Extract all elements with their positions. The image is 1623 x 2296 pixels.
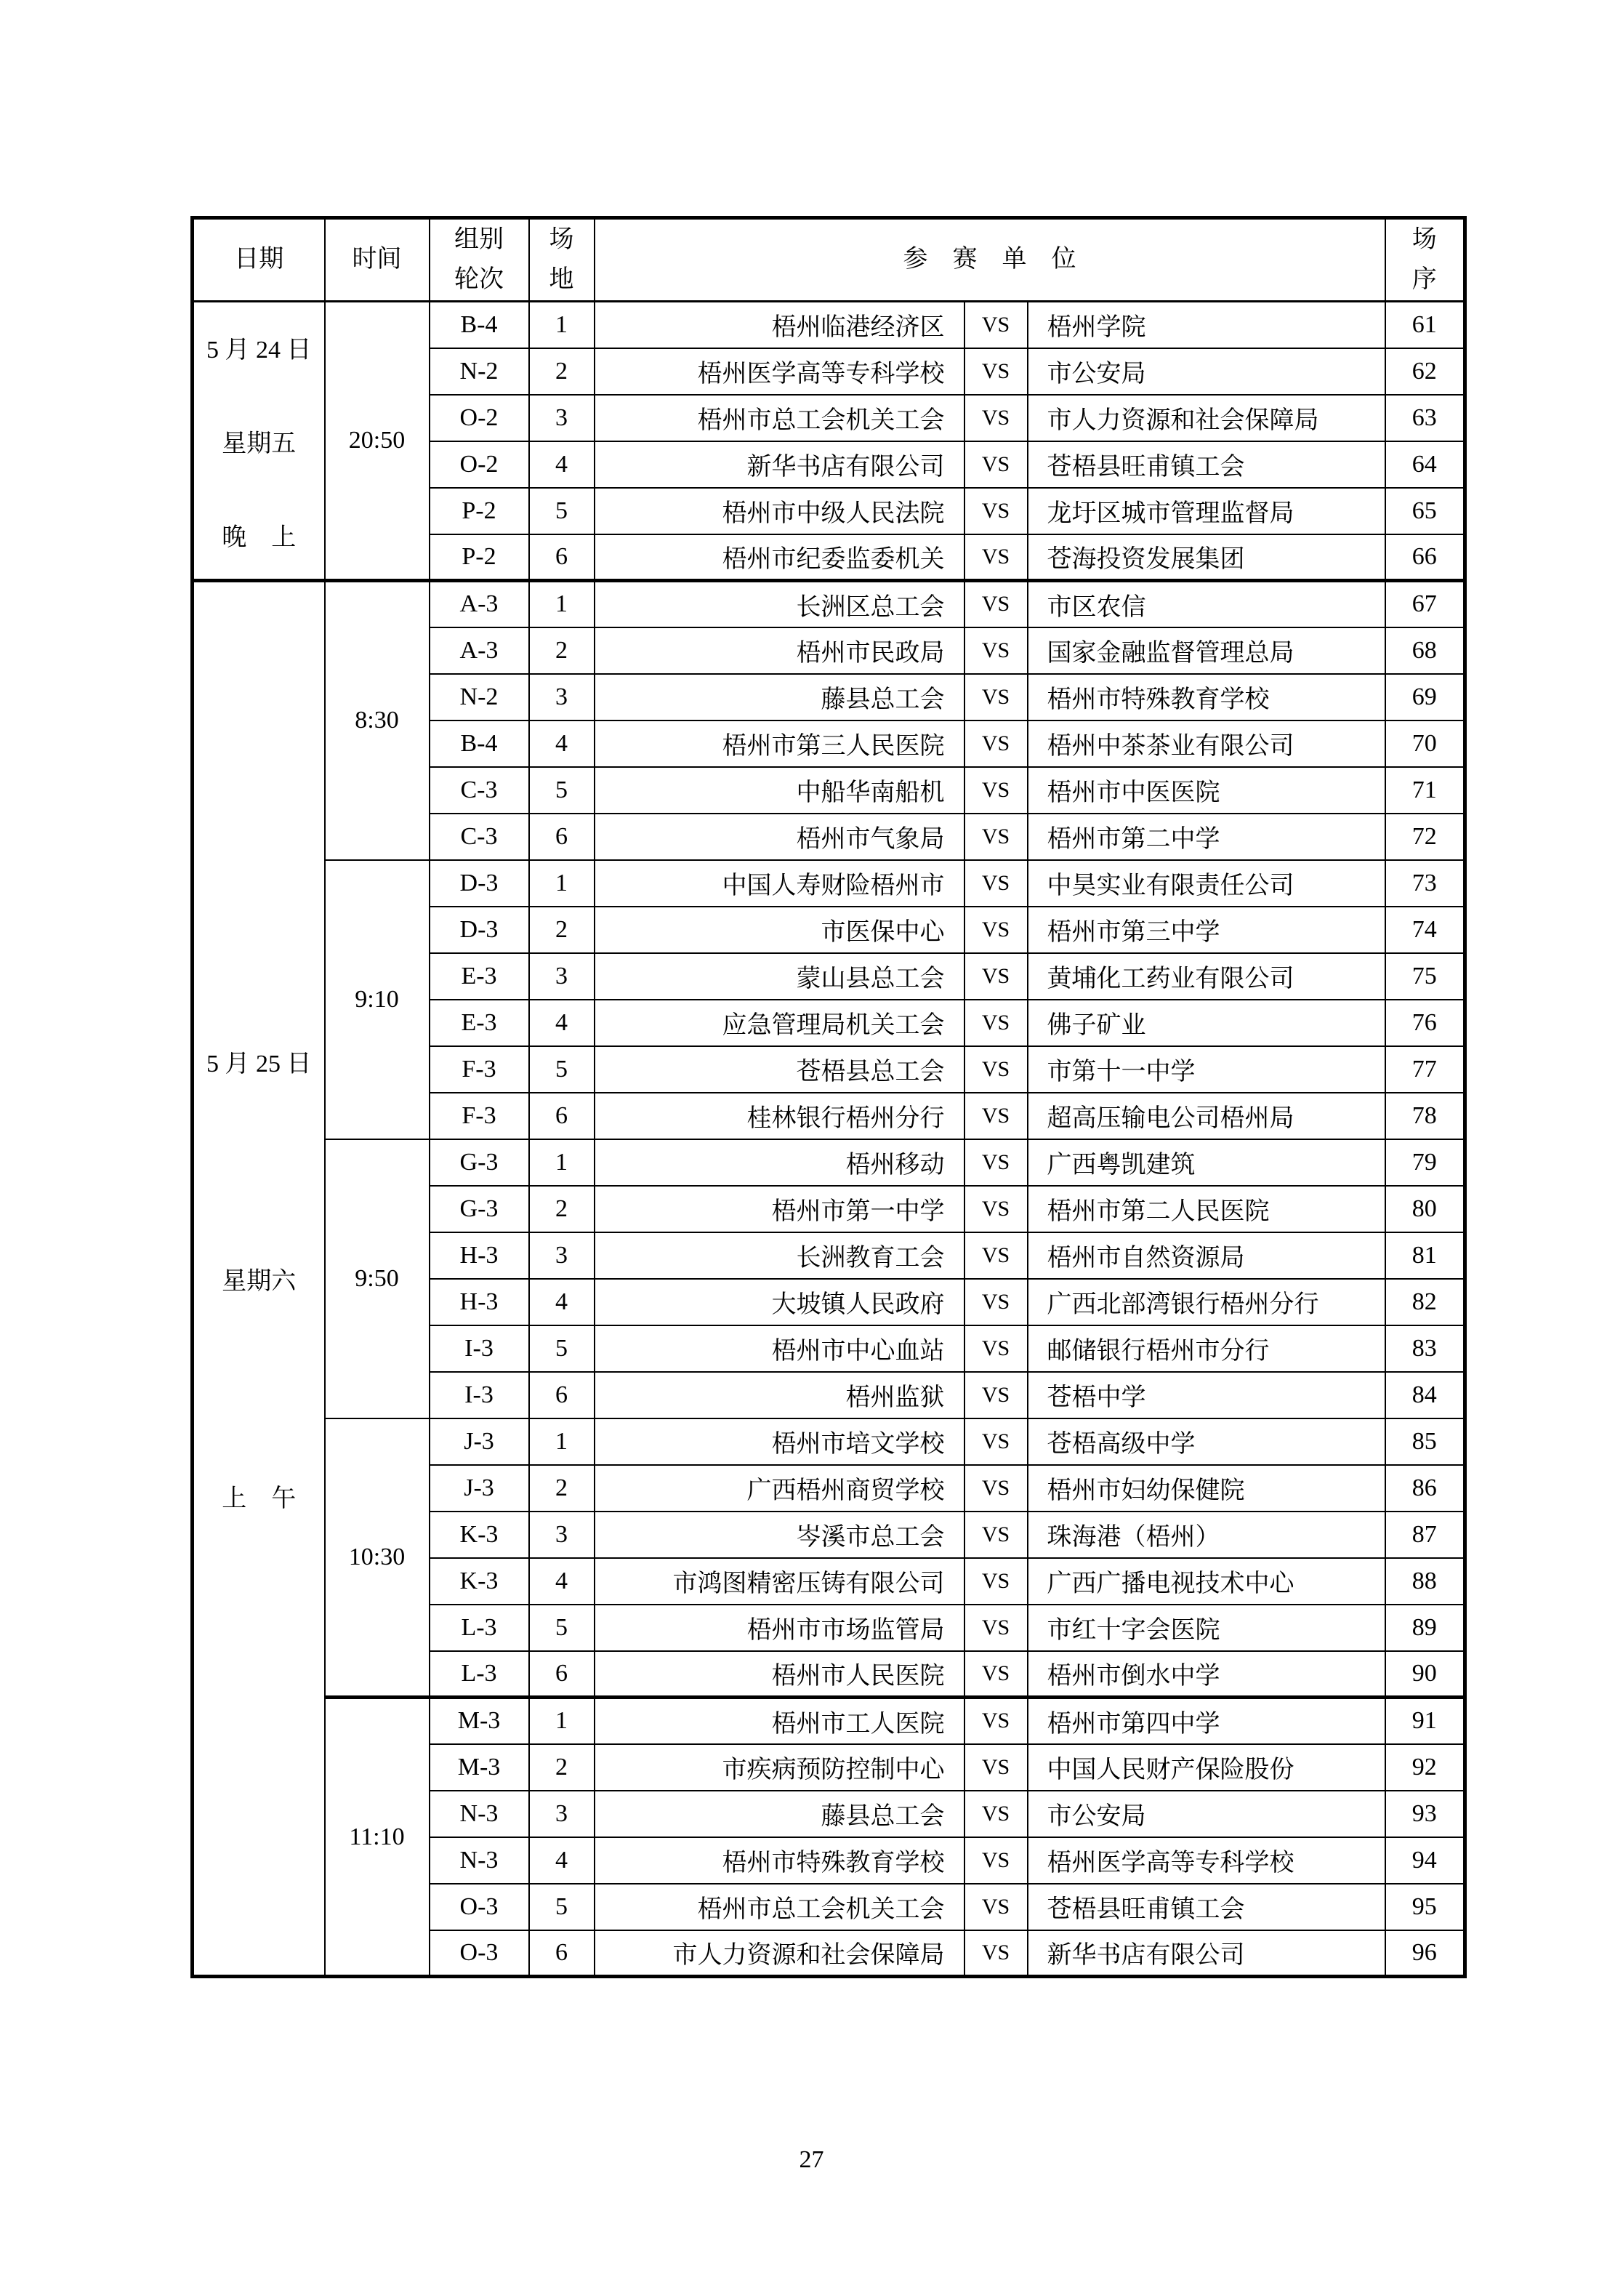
order-cell: 64 xyxy=(1385,441,1465,488)
date-line: 晚 上 xyxy=(222,523,297,551)
vs-label: VS xyxy=(964,674,1028,720)
table-row xyxy=(193,860,1465,907)
court-cell: 4 xyxy=(529,1279,595,1325)
court-cell: 1 xyxy=(529,1418,595,1465)
vs-label: VS xyxy=(964,953,1028,1000)
vs-label: VS xyxy=(964,1558,1028,1605)
right-team-cell: 苍梧中学 xyxy=(1028,1372,1385,1418)
vs-label: VS xyxy=(964,302,1028,348)
court-cell: 4 xyxy=(529,1558,595,1605)
left-team-cell: 苍梧县总工会 xyxy=(595,1046,964,1093)
left-team-cell: 岑溪市总工会 xyxy=(595,1512,964,1558)
court-cell: 3 xyxy=(529,395,595,441)
order-cell: 63 xyxy=(1385,395,1465,441)
order-cell: 72 xyxy=(1385,814,1465,860)
time-cell: 10:30 xyxy=(325,1418,430,1698)
right-team-cell: 中昊实业有限责任公司 xyxy=(1028,860,1385,907)
date-line: 星期六 xyxy=(222,1268,297,1295)
court-cell: 4 xyxy=(529,720,595,767)
time-cell: 11:10 xyxy=(325,1698,430,1977)
court-cell: 1 xyxy=(529,302,595,348)
vs-label: VS xyxy=(964,1279,1028,1325)
group-round-cell: C-3 xyxy=(430,814,529,860)
right-team-cell: 梧州中茶茶业有限公司 xyxy=(1028,720,1385,767)
left-team-cell: 梧州移动 xyxy=(595,1139,964,1186)
table-row xyxy=(193,581,1465,627)
court-cell: 6 xyxy=(529,534,595,581)
page-number: 27 xyxy=(799,2146,824,2173)
group-round-cell: J-3 xyxy=(430,1418,529,1465)
court-cell: 5 xyxy=(529,1884,595,1930)
group-round-cell: M-3 xyxy=(430,1744,529,1791)
time-cell: 9:50 xyxy=(325,1139,430,1418)
order-cell: 82 xyxy=(1385,1279,1465,1325)
right-team-cell: 市人力资源和社会保障局 xyxy=(1028,395,1385,441)
right-team-cell: 梧州市妇幼保健院 xyxy=(1028,1465,1385,1512)
group-round-cell: A-3 xyxy=(430,627,529,674)
table-row xyxy=(193,302,1465,348)
time-cell: 8:30 xyxy=(325,581,430,860)
header-row xyxy=(193,218,1465,302)
order-cell: 65 xyxy=(1385,488,1465,534)
left-team-cell: 藤县总工会 xyxy=(595,674,964,720)
order-cell: 94 xyxy=(1385,1837,1465,1884)
left-team-cell: 梧州医学高等专科学校 xyxy=(595,348,964,395)
group-round-cell: H-3 xyxy=(430,1279,529,1325)
group-round-cell: K-3 xyxy=(430,1512,529,1558)
vs-label: VS xyxy=(964,1930,1028,1977)
group-round-cell: D-3 xyxy=(430,907,529,953)
order-cell: 89 xyxy=(1385,1605,1465,1651)
group-round-cell: A-3 xyxy=(430,581,529,627)
order-cell: 66 xyxy=(1385,534,1465,581)
group-round-cell: H-3 xyxy=(430,1232,529,1279)
right-team-cell: 梧州市第二中学 xyxy=(1028,814,1385,860)
court-cell: 6 xyxy=(529,1372,595,1418)
vs-label: VS xyxy=(964,581,1028,627)
court-cell: 5 xyxy=(529,1605,595,1651)
date-line: 上 午 xyxy=(222,1485,297,1512)
order-cell: 87 xyxy=(1385,1512,1465,1558)
left-team-cell: 长洲区总工会 xyxy=(595,581,964,627)
right-team-cell: 苍海投资发展集团 xyxy=(1028,534,1385,581)
left-team-cell: 梧州市培文学校 xyxy=(595,1418,964,1465)
left-team-cell: 中国人寿财险梧州市 xyxy=(595,860,964,907)
vs-label: VS xyxy=(964,441,1028,488)
order-cell: 77 xyxy=(1385,1046,1465,1093)
group-round-cell: N-2 xyxy=(430,348,529,395)
court-cell: 1 xyxy=(529,1139,595,1186)
vs-label: VS xyxy=(964,1465,1028,1512)
court-cell: 5 xyxy=(529,1046,595,1093)
group-round-cell: I-3 xyxy=(430,1372,529,1418)
court-cell: 3 xyxy=(529,1791,595,1837)
order-cell: 88 xyxy=(1385,1558,1465,1605)
vs-label: VS xyxy=(964,1837,1028,1884)
court-cell: 3 xyxy=(529,1512,595,1558)
right-team-cell: 梧州市特殊教育学校 xyxy=(1028,674,1385,720)
table-row xyxy=(193,1418,1465,1465)
header-court-line2: 地 xyxy=(549,265,574,293)
court-cell: 3 xyxy=(529,674,595,720)
right-team-cell: 珠海港（梧州） xyxy=(1028,1512,1385,1558)
vs-label: VS xyxy=(964,767,1028,814)
date-line: 星期五 xyxy=(222,430,297,457)
header-date: 日期 xyxy=(193,218,325,302)
right-team-cell: 广西粤凯建筑 xyxy=(1028,1139,1385,1186)
court-cell: 5 xyxy=(529,1325,595,1372)
vs-label: VS xyxy=(964,1418,1028,1465)
left-team-cell: 梧州市人民医院 xyxy=(595,1651,964,1698)
group-round-cell: P-2 xyxy=(430,534,529,581)
right-team-cell: 苍梧县旺甫镇工会 xyxy=(1028,1884,1385,1930)
right-team-cell: 梧州市中医医院 xyxy=(1028,767,1385,814)
order-cell: 83 xyxy=(1385,1325,1465,1372)
right-team-cell: 市公安局 xyxy=(1028,1791,1385,1837)
header-order-line1: 场 xyxy=(1411,226,1437,254)
order-cell: 92 xyxy=(1385,1744,1465,1791)
right-team-cell: 中国人民财产保险股份 xyxy=(1028,1744,1385,1791)
group-round-cell: D-3 xyxy=(430,860,529,907)
group-round-cell: C-3 xyxy=(430,767,529,814)
right-team-cell: 市红十字会医院 xyxy=(1028,1605,1385,1651)
left-team-cell: 梧州市纪委监委机关 xyxy=(595,534,964,581)
order-cell: 96 xyxy=(1385,1930,1465,1977)
schedule-table xyxy=(190,216,1467,1978)
header-teams: 参 赛 单 位 xyxy=(595,218,1385,302)
left-team-cell: 梧州市第三人民医院 xyxy=(595,720,964,767)
date-cell xyxy=(193,302,325,581)
order-cell: 61 xyxy=(1385,302,1465,348)
court-cell: 2 xyxy=(529,348,595,395)
group-round-cell: F-3 xyxy=(430,1093,529,1139)
group-round-cell: N-2 xyxy=(430,674,529,720)
court-cell: 6 xyxy=(529,1651,595,1698)
left-team-cell: 梧州市中心血站 xyxy=(595,1325,964,1372)
order-cell: 81 xyxy=(1385,1232,1465,1279)
order-cell: 74 xyxy=(1385,907,1465,953)
court-cell: 2 xyxy=(529,627,595,674)
group-round-cell: M-3 xyxy=(430,1698,529,1744)
group-round-cell: B-4 xyxy=(430,302,529,348)
right-team-cell: 龙圩区城市管理监督局 xyxy=(1028,488,1385,534)
court-cell: 1 xyxy=(529,581,595,627)
left-team-cell: 梧州市总工会机关工会 xyxy=(595,395,964,441)
order-cell: 75 xyxy=(1385,953,1465,1000)
right-team-cell: 梧州市倒水中学 xyxy=(1028,1651,1385,1698)
court-cell: 6 xyxy=(529,1093,595,1139)
date-line: 5 月 24 日 xyxy=(206,336,312,364)
header-group-line2: 轮次 xyxy=(454,265,504,293)
date-cell xyxy=(193,581,325,1977)
court-cell: 3 xyxy=(529,1232,595,1279)
court-cell: 2 xyxy=(529,1744,595,1791)
group-round-cell: O-3 xyxy=(430,1884,529,1930)
order-cell: 79 xyxy=(1385,1139,1465,1186)
order-cell: 84 xyxy=(1385,1372,1465,1418)
left-team-cell: 梧州临港经济区 xyxy=(595,302,964,348)
right-team-cell: 市区农信 xyxy=(1028,581,1385,627)
right-team-cell: 苍梧县旺甫镇工会 xyxy=(1028,441,1385,488)
left-team-cell: 蒙山县总工会 xyxy=(595,953,964,1000)
group-round-cell: L-3 xyxy=(430,1605,529,1651)
left-team-cell: 广西梧州商贸学校 xyxy=(595,1465,964,1512)
vs-label: VS xyxy=(964,1791,1028,1837)
right-team-cell: 梧州市第二人民医院 xyxy=(1028,1186,1385,1232)
group-round-cell: N-3 xyxy=(430,1791,529,1837)
vs-label: VS xyxy=(964,1512,1028,1558)
right-team-cell: 市公安局 xyxy=(1028,348,1385,395)
schedule-body xyxy=(193,302,1465,1977)
right-team-cell: 梧州学院 xyxy=(1028,302,1385,348)
group-round-cell: F-3 xyxy=(430,1046,529,1093)
order-cell: 69 xyxy=(1385,674,1465,720)
court-cell: 1 xyxy=(529,860,595,907)
left-team-cell: 市疾病预防控制中心 xyxy=(595,1744,964,1791)
header-group-line1: 组别 xyxy=(454,226,504,254)
right-team-cell: 邮储银行梧州市分行 xyxy=(1028,1325,1385,1372)
group-round-cell: O-2 xyxy=(430,395,529,441)
order-cell: 80 xyxy=(1385,1186,1465,1232)
group-round-cell: K-3 xyxy=(430,1558,529,1605)
date-text xyxy=(194,1043,324,1514)
order-cell: 73 xyxy=(1385,860,1465,907)
order-cell: 93 xyxy=(1385,1791,1465,1837)
right-team-cell: 新华书店有限公司 xyxy=(1028,1930,1385,1977)
court-cell: 2 xyxy=(529,1186,595,1232)
right-team-cell: 梧州市第三中学 xyxy=(1028,907,1385,953)
vs-label: VS xyxy=(964,1186,1028,1232)
vs-label: VS xyxy=(964,1046,1028,1093)
right-team-cell: 超高压输电公司梧州局 xyxy=(1028,1093,1385,1139)
order-cell: 70 xyxy=(1385,720,1465,767)
time-cell: 9:10 xyxy=(325,860,430,1139)
group-round-cell: B-4 xyxy=(430,720,529,767)
vs-label: VS xyxy=(964,534,1028,581)
order-cell: 76 xyxy=(1385,1000,1465,1046)
vs-label: VS xyxy=(964,1884,1028,1930)
header-time: 时间 xyxy=(325,218,430,302)
right-team-cell: 梧州医学高等专科学校 xyxy=(1028,1837,1385,1884)
order-cell: 85 xyxy=(1385,1418,1465,1465)
left-team-cell: 新华书店有限公司 xyxy=(595,441,964,488)
court-cell: 1 xyxy=(529,1698,595,1744)
group-round-cell: N-3 xyxy=(430,1837,529,1884)
left-team-cell: 梧州监狱 xyxy=(595,1372,964,1418)
court-cell: 5 xyxy=(529,488,595,534)
table-row xyxy=(193,1139,1465,1186)
court-cell: 6 xyxy=(529,814,595,860)
header-court xyxy=(529,218,595,302)
right-team-cell: 黄埔化工药业有限公司 xyxy=(1028,953,1385,1000)
court-cell: 4 xyxy=(529,1000,595,1046)
vs-label: VS xyxy=(964,1325,1028,1372)
court-cell: 4 xyxy=(529,441,595,488)
vs-label: VS xyxy=(964,907,1028,953)
left-team-cell: 大坡镇人民政府 xyxy=(595,1279,964,1325)
table-row xyxy=(193,1698,1465,1744)
left-team-cell: 市鸿图精密压铸有限公司 xyxy=(595,1558,964,1605)
vs-label: VS xyxy=(964,1698,1028,1744)
right-team-cell: 梧州市自然资源局 xyxy=(1028,1232,1385,1279)
order-cell: 67 xyxy=(1385,581,1465,627)
court-cell: 2 xyxy=(529,907,595,953)
left-team-cell: 梧州市工人医院 xyxy=(595,1698,964,1744)
left-team-cell: 藤县总工会 xyxy=(595,1791,964,1837)
right-team-cell: 佛子矿业 xyxy=(1028,1000,1385,1046)
header-order-line2: 序 xyxy=(1411,265,1437,293)
group-round-cell: L-3 xyxy=(430,1651,529,1698)
court-cell: 4 xyxy=(529,1837,595,1884)
date-text xyxy=(194,329,324,553)
order-cell: 62 xyxy=(1385,348,1465,395)
left-team-cell: 梧州市民政局 xyxy=(595,627,964,674)
group-round-cell: G-3 xyxy=(430,1186,529,1232)
left-team-cell: 梧州市气象局 xyxy=(595,814,964,860)
header-group-round xyxy=(430,218,529,302)
group-round-cell: E-3 xyxy=(430,953,529,1000)
group-round-cell: O-2 xyxy=(430,441,529,488)
left-team-cell: 市医保中心 xyxy=(595,907,964,953)
right-team-cell: 国家金融监督管理总局 xyxy=(1028,627,1385,674)
vs-label: VS xyxy=(964,488,1028,534)
right-team-cell: 广西北部湾银行梧州分行 xyxy=(1028,1279,1385,1325)
header-order xyxy=(1385,218,1465,302)
left-team-cell: 梧州市特殊教育学校 xyxy=(595,1837,964,1884)
vs-label: VS xyxy=(964,348,1028,395)
header-court-line1: 场 xyxy=(549,226,574,254)
date-line: 5 月 25 日 xyxy=(206,1051,312,1077)
vs-label: VS xyxy=(964,1232,1028,1279)
group-round-cell: P-2 xyxy=(430,488,529,534)
order-cell: 95 xyxy=(1385,1884,1465,1930)
left-team-cell: 市人力资源和社会保障局 xyxy=(595,1930,964,1977)
left-team-cell: 梧州市总工会机关工会 xyxy=(595,1884,964,1930)
right-team-cell: 梧州市第四中学 xyxy=(1028,1698,1385,1744)
group-round-cell: O-3 xyxy=(430,1930,529,1977)
vs-label: VS xyxy=(964,860,1028,907)
vs-label: VS xyxy=(964,1139,1028,1186)
order-cell: 71 xyxy=(1385,767,1465,814)
right-team-cell: 市第十一中学 xyxy=(1028,1046,1385,1093)
left-team-cell: 中船华南船机 xyxy=(595,767,964,814)
right-team-cell: 广西广播电视技术中心 xyxy=(1028,1558,1385,1605)
vs-label: VS xyxy=(964,1744,1028,1791)
order-cell: 86 xyxy=(1385,1465,1465,1512)
vs-label: VS xyxy=(964,1000,1028,1046)
order-cell: 90 xyxy=(1385,1651,1465,1698)
right-team-cell: 苍梧高级中学 xyxy=(1028,1418,1385,1465)
left-team-cell: 应急管理局机关工会 xyxy=(595,1000,964,1046)
vs-label: VS xyxy=(964,1093,1028,1139)
left-team-cell: 桂林银行梧州分行 xyxy=(595,1093,964,1139)
order-cell: 78 xyxy=(1385,1093,1465,1139)
vs-label: VS xyxy=(964,1372,1028,1418)
group-round-cell: J-3 xyxy=(430,1465,529,1512)
court-cell: 3 xyxy=(529,953,595,1000)
court-cell: 6 xyxy=(529,1930,595,1977)
vs-label: VS xyxy=(964,814,1028,860)
group-round-cell: I-3 xyxy=(430,1325,529,1372)
left-team-cell: 梧州市第一中学 xyxy=(595,1186,964,1232)
vs-label: VS xyxy=(964,1605,1028,1651)
vs-label: VS xyxy=(964,395,1028,441)
vs-label: VS xyxy=(964,627,1028,674)
left-team-cell: 梧州市市场监管局 xyxy=(595,1605,964,1651)
order-cell: 68 xyxy=(1385,627,1465,674)
left-team-cell: 梧州市中级人民法院 xyxy=(595,488,964,534)
vs-label: VS xyxy=(964,1651,1028,1698)
court-cell: 2 xyxy=(529,1465,595,1512)
court-cell: 5 xyxy=(529,767,595,814)
time-cell: 20:50 xyxy=(325,302,430,581)
vs-label: VS xyxy=(964,720,1028,767)
order-cell: 91 xyxy=(1385,1698,1465,1744)
group-round-cell: G-3 xyxy=(430,1139,529,1186)
group-round-cell: E-3 xyxy=(430,1000,529,1046)
left-team-cell: 长洲教育工会 xyxy=(595,1232,964,1279)
